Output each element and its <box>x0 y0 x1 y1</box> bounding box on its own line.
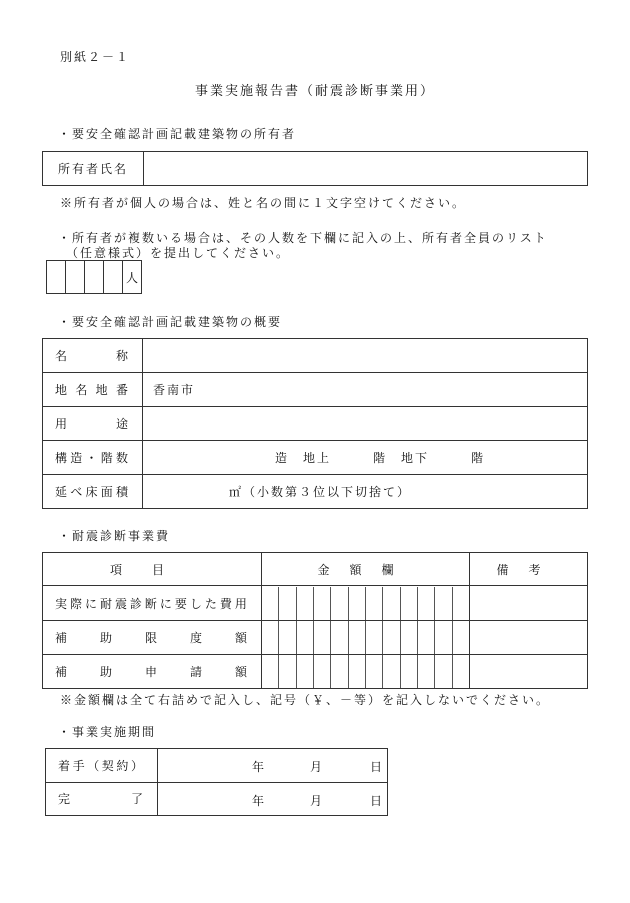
period-label-end-text: 完 了 <box>58 792 145 807</box>
owner-count-digit[interactable] <box>47 261 66 294</box>
cost-table <box>42 552 588 689</box>
owner-section-heading: ・要安全確認計画記載建築物の所有者 <box>58 127 297 141</box>
cost-remarks-field[interactable] <box>470 655 588 689</box>
period-table <box>45 748 388 816</box>
cost-remarks-field[interactable] <box>470 621 588 655</box>
period-label-end <box>46 782 158 816</box>
cost-row-label-text: 補 助 限 度 額 <box>55 631 249 645</box>
building-value-floor-area[interactable]: ㎡（小数第３位以下切捨て） <box>143 475 588 509</box>
owner-name-note: ※所有者が個人の場合は、姓と名の間に１文字空けてください。 <box>60 196 467 210</box>
building-label-lot-text: 地 名 地 番 <box>55 383 130 397</box>
building-value-lot[interactable]: 香南市 <box>143 373 588 407</box>
building-label-lot <box>43 373 143 407</box>
period-day-unit: 日 <box>370 760 385 774</box>
cost-amount-cells[interactable] <box>262 655 470 689</box>
building-label-structure <box>43 441 143 475</box>
owner-name-label: 所有者氏名 <box>43 152 144 186</box>
cost-row-label <box>43 586 262 621</box>
cost-header-amount: 金額欄 <box>262 553 470 586</box>
building-label-name-text: 名 称 <box>55 349 130 363</box>
period-label-start-text: 着 手 （ 契 約 ） <box>58 758 145 773</box>
building-label-use-text: 用 途 <box>55 417 130 431</box>
multi-owner-note-line2: （任意様式）を提出してください。 <box>66 246 291 260</box>
building-value-use[interactable] <box>143 407 588 441</box>
building-label-structure-text: 構 造 ・ 階 数 <box>55 451 130 465</box>
period-year-unit: 年 <box>252 793 267 808</box>
cost-remarks-field[interactable] <box>470 586 588 621</box>
cost-header-item: 項目 <box>43 553 262 586</box>
period-month-unit: 月 <box>310 793 325 808</box>
period-year-unit: 年 <box>252 760 267 774</box>
building-value-name[interactable] <box>143 339 588 373</box>
period-start-date[interactable] <box>158 749 388 783</box>
annex-number: 別紙２－１ <box>60 50 131 64</box>
building-label-floor-area-text: 延 べ 床 面 積 <box>55 485 130 499</box>
owner-count-digit[interactable] <box>104 261 123 294</box>
cost-row-label-text: 補 助 申 請 額 <box>55 665 249 679</box>
cost-row-label-text: 実 際 に 耐 震 診 断 に 要 し た 費 用 <box>55 596 249 611</box>
owner-count-unit: 人 <box>123 261 142 294</box>
cost-row-label <box>43 655 262 689</box>
owner-count-table <box>46 260 142 294</box>
building-section-heading: ・要安全確認計画記載建築物の概要 <box>58 315 283 329</box>
building-label-use <box>43 407 143 441</box>
building-overview-table <box>42 338 588 509</box>
cost-row-label <box>43 621 262 655</box>
period-day-unit: 日 <box>370 793 385 808</box>
cost-section-heading: ・耐震診断事業費 <box>58 529 171 543</box>
cost-amount-cells[interactable] <box>262 586 470 621</box>
building-label-floor-area <box>43 475 143 509</box>
period-month-unit: 月 <box>310 760 325 774</box>
cost-note: ※金額欄は全て右詰めで記入し、記号（￥、－等）を記入しないでください。 <box>60 693 551 707</box>
period-end-date[interactable] <box>158 782 388 816</box>
period-section-heading: ・事業実施期間 <box>58 725 157 739</box>
cost-amount-cells[interactable] <box>262 621 470 655</box>
owner-count-digit[interactable] <box>66 261 85 294</box>
document-title: 事業実施報告書（耐震診断事業用） <box>194 84 435 99</box>
owner-name-field[interactable] <box>144 152 588 186</box>
building-label-name <box>43 339 143 373</box>
period-label-start <box>46 749 158 783</box>
owner-name-table <box>42 151 588 186</box>
cost-header-remarks: 備考 <box>470 553 588 586</box>
multi-owner-note-line1: ・所有者が複数いる場合は、その人数を下欄に記入の上、所有者全員のリスト <box>58 231 548 245</box>
owner-count-digit[interactable] <box>85 261 104 294</box>
building-value-structure[interactable]: 造 地上 階 地下 階 <box>143 441 588 475</box>
